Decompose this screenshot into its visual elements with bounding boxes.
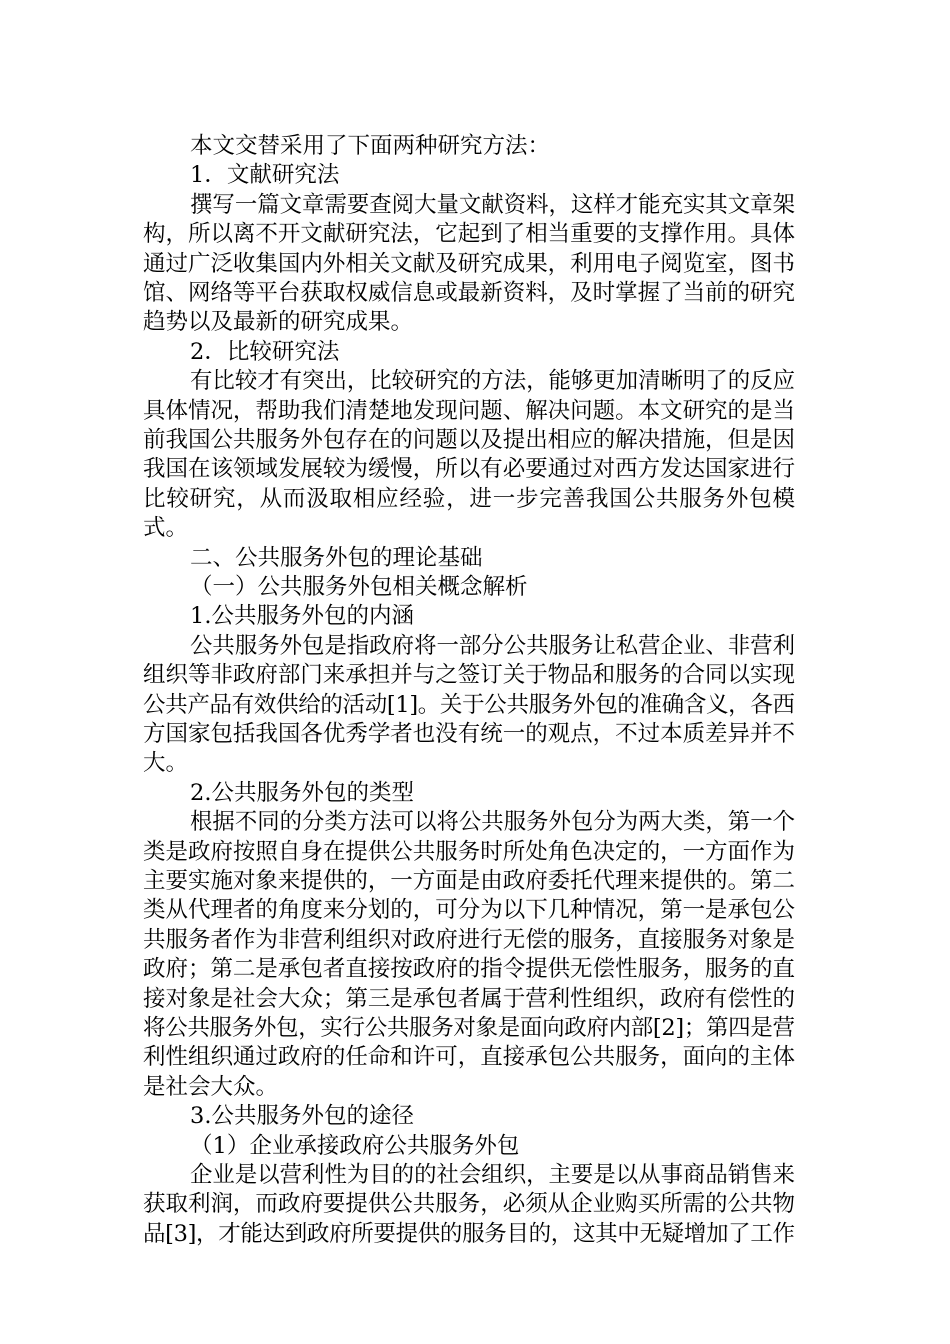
text-line-content: 2．比较研究法	[190, 338, 340, 365]
text-line-content: 类是政府按照自身在提供公共服务时所处角色决定的，一方面作为	[143, 838, 795, 865]
text-line	[190, 1131, 519, 1161]
text-line	[143, 1072, 278, 1102]
text-line-content: 通过广泛收集国内外相关文献及研究成果，利用电子阅览室，图书	[143, 250, 795, 277]
text-line-content: 撰写一篇文章需要查阅大量文献资料，这样才能充实其文章架	[190, 191, 796, 218]
text-line	[143, 219, 795, 249]
text-line	[143, 396, 795, 426]
text-line-content: 公共产品有效供给的活动[1]。关于公共服务外包的准确含义，各西	[143, 691, 795, 718]
text-line-content: 3.公共服务外包的途径	[190, 1103, 414, 1130]
text-line-content: 1.公共服务外包的内涵	[190, 603, 414, 630]
text-line	[190, 131, 550, 161]
text-line	[143, 660, 795, 690]
text-line	[143, 719, 795, 749]
text-line	[190, 572, 528, 602]
text-line-content: 方国家包括我国各优秀学者也没有统一的观点，不过本质差异并不	[143, 721, 795, 747]
text-line	[143, 1219, 795, 1249]
text-line	[143, 690, 795, 720]
text-line-content: 将公共服务外包，实行公共服务对象是面向政府内部[2]；第四是营	[143, 1015, 795, 1041]
text-line-content: 主要实施对象来提供的，一方面是由政府委托代理来提供的。第二	[143, 868, 795, 894]
text-line	[190, 631, 798, 661]
text-line-content: 类从代理者的角度来分划的，可分为以下几种情况，第一是承包公	[143, 897, 795, 924]
text-line-content: 2.公共服务外包的类型	[190, 779, 414, 806]
text-line-content: 根据不同的分类方法可以将公共服务外包分为两大类，第一个	[190, 809, 796, 836]
text-line-content: 前我国公共服务外包存在的问题以及提出相应的解决措施，但是因	[143, 427, 795, 453]
text-line	[190, 778, 414, 808]
text-line-content: 组织等非政府部门来承担并与之签订关于物品和服务的合同以实现	[143, 662, 795, 689]
text-line	[143, 425, 795, 455]
text-line-content: 公共服务外包是指政府将一部分公共服务让私营企业、非营利	[190, 632, 796, 659]
text-line	[143, 278, 795, 308]
text-line-content: 品[3]，才能达到政府所要提供的服务目的，这其中无疑增加了工作	[143, 1220, 795, 1247]
text-line	[143, 954, 795, 984]
text-line-content: 本文交替采用了下面两种研究方法：	[190, 133, 551, 159]
text-line-content: 1．文献研究法	[190, 162, 340, 189]
text-line	[143, 837, 795, 867]
text-line	[143, 454, 795, 484]
text-line	[190, 601, 414, 631]
text-line	[190, 1101, 414, 1131]
text-line-content: 趋势以及最新的研究成果。	[143, 309, 414, 336]
text-line-content: 接对象是社会大众；第三是承包者属于营利性组织，政府有偿性的	[143, 985, 795, 1012]
text-line-content: 馆、网络等平台获取权威信息或最新资料，及时掌握了当前的研究	[143, 280, 795, 306]
text-line	[190, 1160, 798, 1190]
text-line-content: 是社会大众。	[143, 1073, 279, 1100]
text-line	[190, 543, 483, 573]
text-line-content: 企业是以营利性为目的的社会组织，主要是以从事商品销售来	[190, 1162, 796, 1188]
text-line-content: 式。	[143, 515, 189, 542]
text-line-content: （1）企业承接政府公共服务外包	[190, 1132, 520, 1159]
text-line-content: 比较研究，从而汲取相应经验，进一步完善我国公共服务外包模	[143, 485, 796, 512]
text-line-content: 利性组织通过政府的任命和许可，直接承包公共服务，面向的主体	[143, 1044, 795, 1071]
text-line	[190, 366, 798, 396]
text-line-content: 具体情况，帮助我们清楚地发现问题、解决问题。本文研究的是当	[143, 397, 795, 424]
text-line-content: 政府；第二是承包者直接按政府的指令提供无偿性服务，服务的直	[143, 956, 795, 983]
text-line	[143, 748, 188, 778]
text-line	[190, 337, 339, 367]
text-line-content: 二、公共服务外包的理论基础	[190, 544, 483, 571]
text-line-content: 共服务者作为非营利组织对政府进行无偿的服务，直接服务对象是	[143, 926, 795, 953]
text-line	[143, 513, 188, 543]
text-line	[143, 984, 795, 1014]
text-line	[143, 1189, 795, 1219]
text-line-content: 构，所以离不开文献研究法，它起到了相当重要的支撑作用。具体	[143, 221, 795, 248]
text-line-content: 有比较才有突出，比较研究的方法，能够更加清晰明了的反应	[190, 368, 796, 395]
text-line	[143, 307, 413, 337]
text-line	[190, 190, 798, 220]
text-line	[143, 249, 795, 279]
text-line	[190, 160, 339, 190]
text-line-content: 获取利润，而政府要提供公共服务，必须从企业购买所需的公共物	[143, 1191, 795, 1218]
text-line	[143, 484, 796, 514]
text-line	[143, 1013, 795, 1043]
text-line	[143, 1042, 795, 1072]
text-line	[190, 807, 798, 837]
text-line	[143, 925, 795, 955]
text-line	[143, 866, 795, 896]
text-line-content: （一）公共服务外包相关概念解析	[190, 574, 528, 600]
text-line	[143, 895, 795, 925]
text-line-content: 大。	[143, 750, 189, 777]
text-line-content: 我国在该领域发展较为缓慢，所以有必要通过对西方发达国家进行	[143, 456, 795, 483]
